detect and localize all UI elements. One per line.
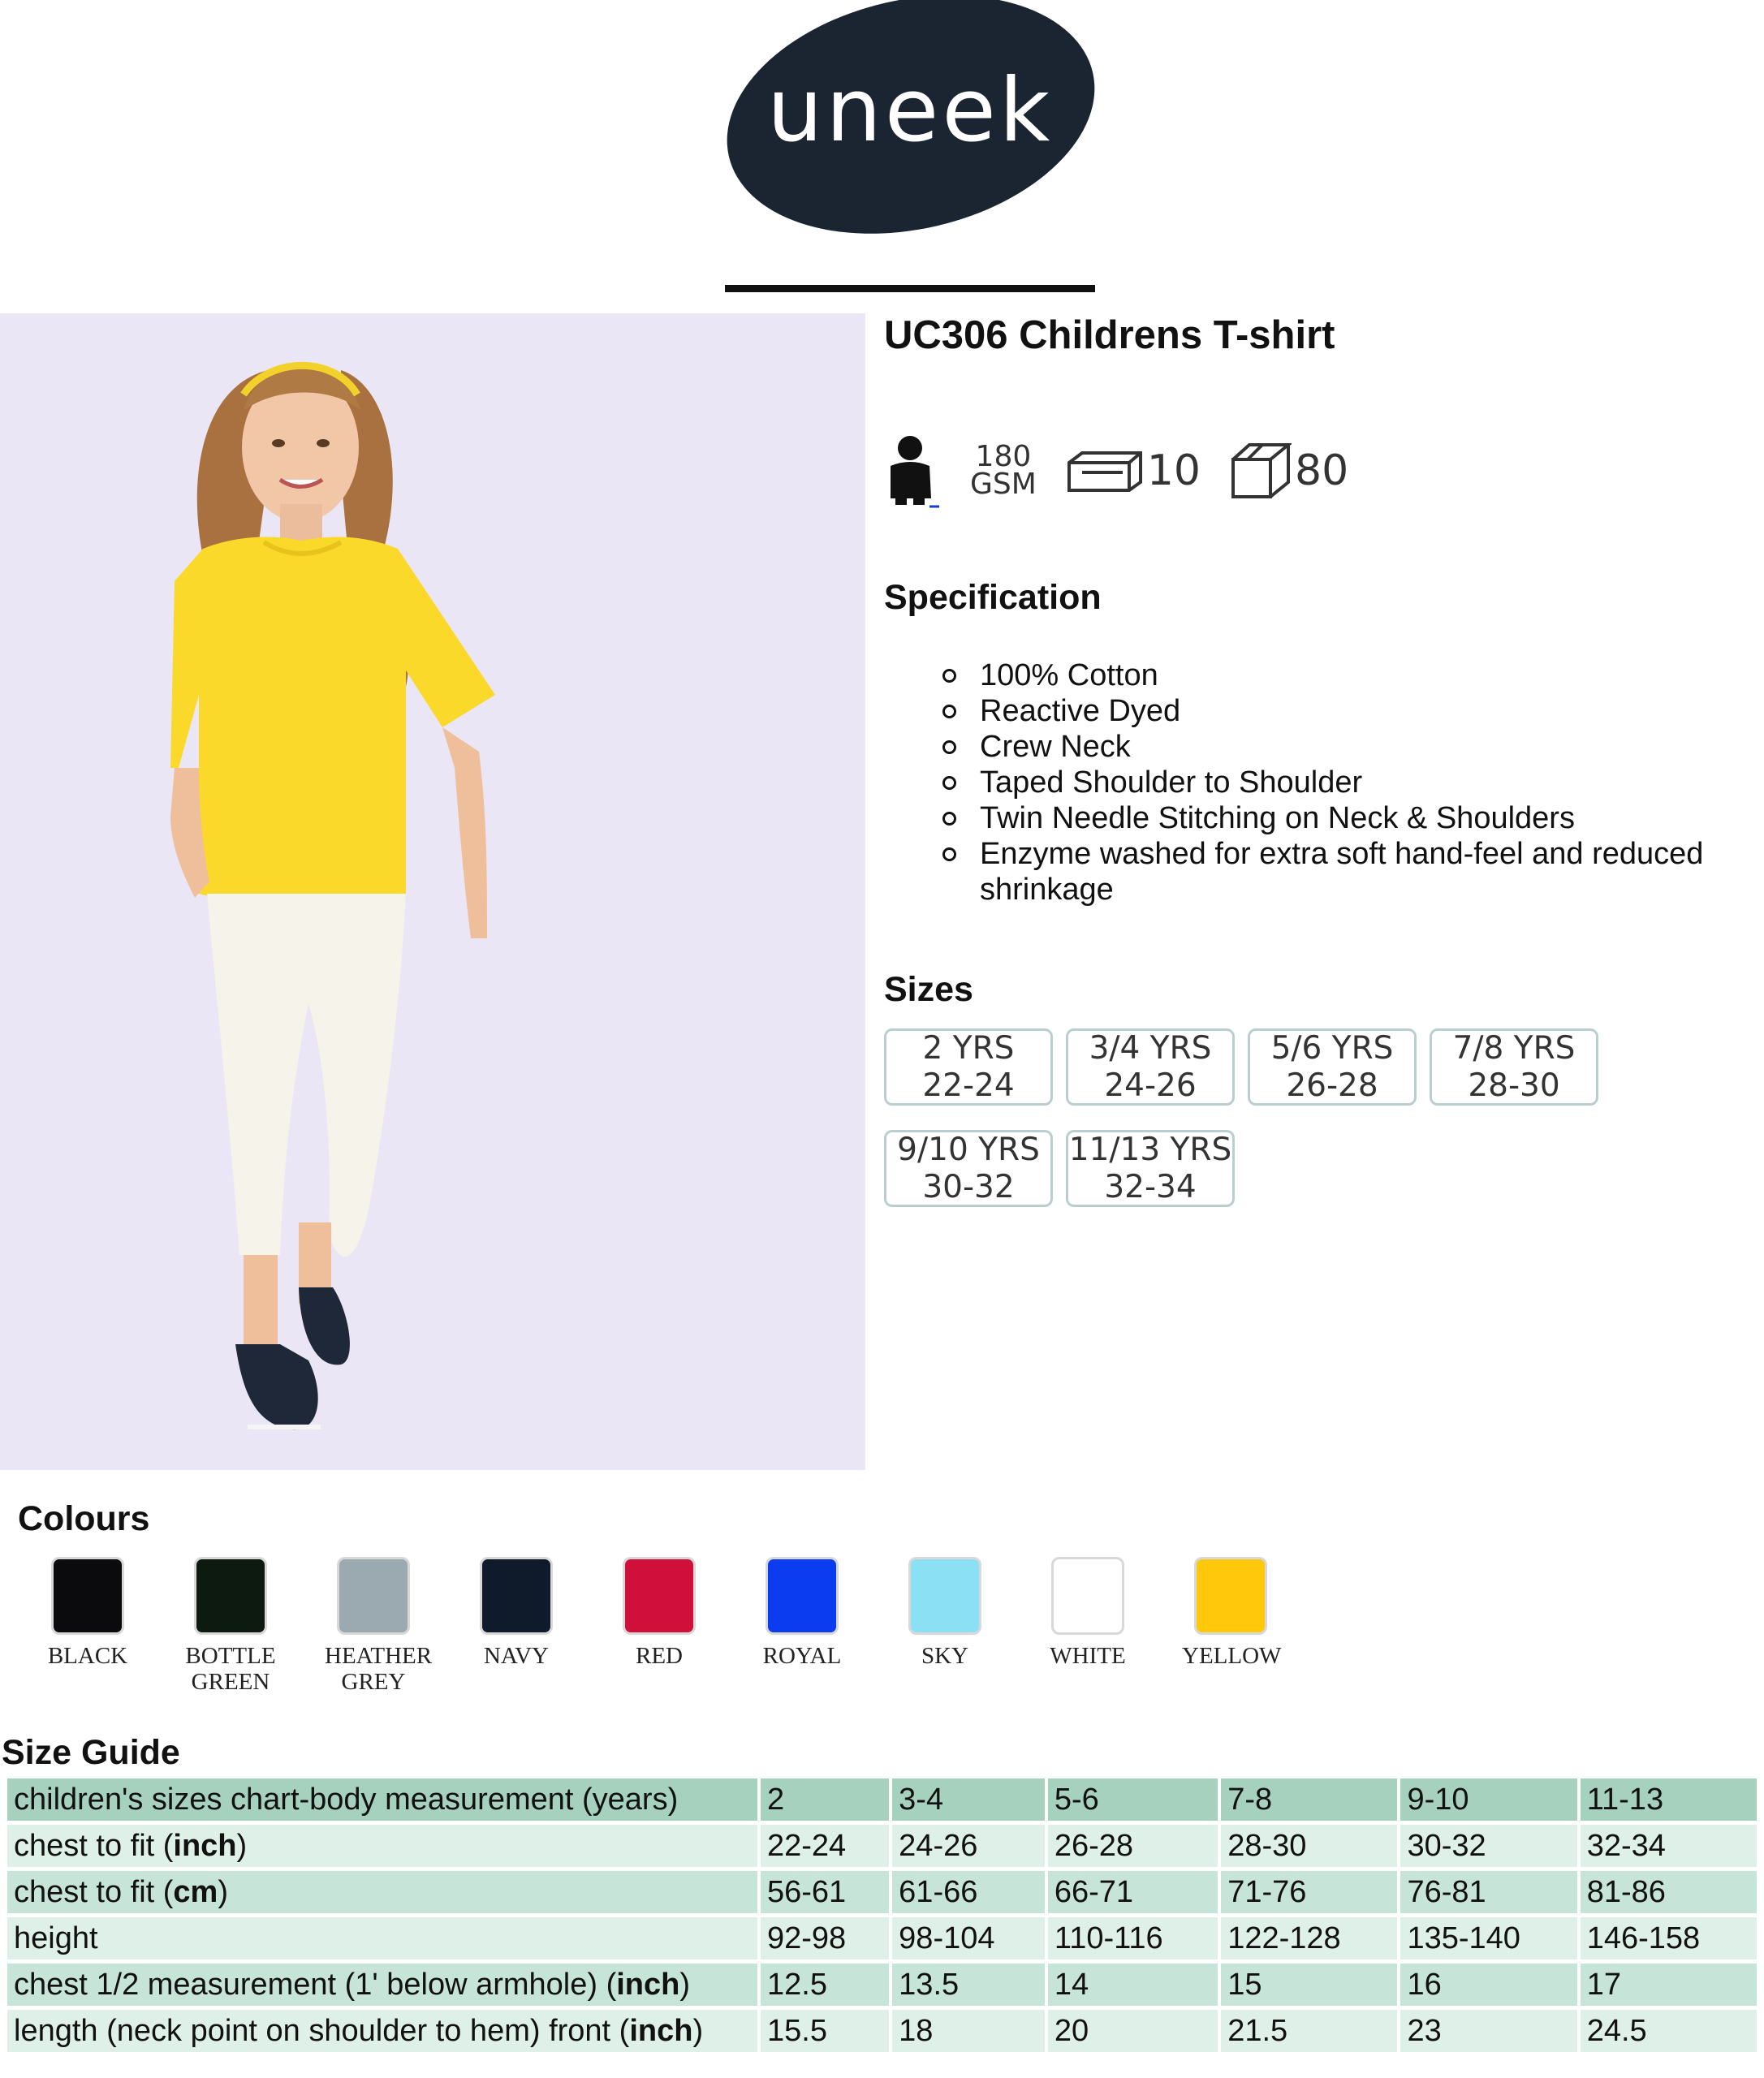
- model-illustration: [0, 313, 865, 1470]
- colour-swatch[interactable]: [480, 1557, 553, 1635]
- size-option-5-6[interactable]: 5/6 YRS 26-28: [1248, 1028, 1417, 1106]
- colour-label: YELLOW: [1182, 1643, 1282, 1669]
- brand-logo-text: uneek: [766, 59, 1054, 162]
- colour-swatch[interactable]: [194, 1557, 267, 1635]
- size-option-7-8[interactable]: 7/8 YRS 28-30: [1430, 1028, 1598, 1106]
- table-cell: 30-32: [1400, 1825, 1576, 1867]
- size-option-11-13[interactable]: 11/13 YRS 32-34: [1066, 1130, 1235, 1207]
- table-cell: 14: [1048, 1964, 1218, 2006]
- table-cell: 110-116: [1048, 1917, 1218, 1959]
- table-cell: 18: [892, 2010, 1045, 2052]
- colour-label: BLACK: [47, 1643, 128, 1669]
- table-cell: 7-8: [1221, 1778, 1397, 1821]
- colour-label: HEATHER GREY: [325, 1643, 433, 1695]
- spec-item: Crew Neck: [938, 729, 1749, 765]
- table-row: [7, 1871, 1757, 1913]
- table-cell: 76-81: [1400, 1871, 1576, 1913]
- colour-option-black[interactable]: [16, 1557, 159, 1695]
- table-cell: 3-4: [892, 1778, 1045, 1821]
- table-cell: 2: [761, 1778, 889, 1821]
- table-row: [7, 1778, 1757, 1821]
- table-cell: 13.5: [892, 1964, 1045, 2006]
- spec-item: Reactive Dyed: [938, 693, 1749, 729]
- row-label: chest to fit (cm): [7, 1871, 757, 1913]
- table-row: [7, 1917, 1757, 1959]
- table-cell: 122-128: [1221, 1917, 1397, 1959]
- colour-label: WHITE: [1050, 1643, 1126, 1669]
- colour-option-royal[interactable]: [731, 1557, 873, 1695]
- size-option-2[interactable]: 2 YRS 22-24: [884, 1028, 1053, 1106]
- table-cell: 24.5: [1581, 2010, 1757, 2052]
- gsm-value: 180: [975, 440, 1032, 473]
- table-cell: 61-66: [892, 1871, 1045, 1913]
- colour-option-navy[interactable]: [445, 1557, 588, 1695]
- table-cell: 11-13: [1581, 1778, 1757, 1821]
- row-label: children's sizes chart-body measurement (years): [7, 1778, 757, 1821]
- table-cell: 17: [1581, 1964, 1757, 2006]
- colour-swatch[interactable]: [766, 1557, 839, 1635]
- spec-item: Twin Needle Stitching on Neck & Shoulders: [938, 800, 1749, 836]
- colour-option-red[interactable]: [588, 1557, 731, 1695]
- table-cell: 5-6: [1048, 1778, 1218, 1821]
- size-guide-heading: Size Guide: [2, 1733, 180, 1772]
- colour-label: NAVY: [483, 1643, 550, 1669]
- colour-swatch[interactable]: [1194, 1557, 1267, 1635]
- row-label: chest 1/2 measurement (1' below armhole) (inch): [7, 1964, 757, 2006]
- colour-label: RED: [636, 1643, 683, 1669]
- table-cell: 56-61: [761, 1871, 889, 1913]
- table-cell: 81-86: [1581, 1871, 1757, 1913]
- sizes-heading: Sizes: [884, 970, 973, 1009]
- specification-heading: Specification: [884, 578, 1102, 617]
- colour-option-heather-grey[interactable]: [302, 1557, 445, 1695]
- child-fit-icon: [884, 433, 941, 508]
- table-cell: 20: [1048, 2010, 1218, 2052]
- colour-swatch[interactable]: [337, 1557, 410, 1635]
- colour-label: SKY: [921, 1643, 968, 1669]
- carton-quantity: 80: [1294, 446, 1349, 495]
- colour-option-bottle-green[interactable]: [159, 1557, 302, 1695]
- size-option-9-10[interactable]: 9/10 YRS 30-32: [884, 1130, 1053, 1207]
- table-cell: 12.5: [761, 1964, 889, 2006]
- table-row: [7, 2010, 1757, 2052]
- gsm-icon: [970, 440, 1037, 501]
- colour-swatches: [16, 1557, 1302, 1695]
- table-cell: 15.5: [761, 2010, 889, 2052]
- colour-label: ROYAL: [762, 1643, 842, 1669]
- table-cell: 32-34: [1581, 1825, 1757, 1867]
- table-cell: 71-76: [1221, 1871, 1397, 1913]
- table-cell: 146-158: [1581, 1917, 1757, 1959]
- table-cell: 66-71: [1048, 1871, 1218, 1913]
- table-cell: 92-98: [761, 1917, 889, 1959]
- table-cell: 26-28: [1048, 1825, 1218, 1867]
- table-cell: 9-10: [1400, 1778, 1576, 1821]
- size-option-3-4[interactable]: 3/4 YRS 24-26: [1066, 1028, 1235, 1106]
- colour-option-yellow[interactable]: [1159, 1557, 1302, 1695]
- colour-label: BOTTLE GREEN: [185, 1643, 276, 1695]
- colour-swatch[interactable]: [623, 1557, 696, 1635]
- product-photo: [0, 313, 865, 1470]
- table-cell: 16: [1400, 1964, 1576, 2006]
- colour-option-white[interactable]: [1016, 1557, 1159, 1695]
- pack-quantity: 10: [1146, 446, 1201, 495]
- table-cell: 21.5: [1221, 2010, 1397, 2052]
- table-cell: 28-30: [1221, 1825, 1397, 1867]
- carton-icon: [1230, 442, 1348, 500]
- colour-swatch[interactable]: [908, 1557, 981, 1635]
- table-cell: 22-24: [761, 1825, 889, 1867]
- table-cell: 15: [1221, 1964, 1397, 2006]
- colours-heading: Colours: [18, 1499, 150, 1538]
- brand-logo: [703, 0, 1119, 268]
- spec-item: Enzyme washed for extra soft hand-feel and reduced shrinkage: [938, 836, 1749, 908]
- table-row: [7, 1825, 1757, 1867]
- table-cell: 23: [1400, 2010, 1576, 2052]
- product-icons: [884, 430, 1348, 511]
- table-cell: 135-140: [1400, 1917, 1576, 1959]
- logo-divider: [725, 285, 1095, 292]
- table-cell: 24-26: [892, 1825, 1045, 1867]
- size-options: [884, 1028, 1631, 1207]
- spec-item: 100% Cotton: [938, 657, 1749, 693]
- colour-option-sky[interactable]: [873, 1557, 1016, 1695]
- specification-list: [938, 657, 1749, 908]
- row-label: chest to fit (inch): [7, 1825, 757, 1867]
- row-label: length (neck point on shoulder to hem) front (inch): [7, 2010, 757, 2052]
- gsm-unit: GSM: [970, 468, 1037, 501]
- colour-swatch[interactable]: [51, 1557, 124, 1635]
- colour-swatch[interactable]: [1051, 1557, 1124, 1635]
- pack-icon: [1066, 446, 1201, 495]
- product-title: UC306 Childrens T-shirt: [884, 313, 1335, 357]
- size-guide-table: [4, 1774, 1760, 2056]
- spec-item: Taped Shoulder to Shoulder: [938, 765, 1749, 800]
- table-cell: 98-104: [892, 1917, 1045, 1959]
- row-label: height: [7, 1917, 757, 1959]
- table-row: [7, 1964, 1757, 2006]
